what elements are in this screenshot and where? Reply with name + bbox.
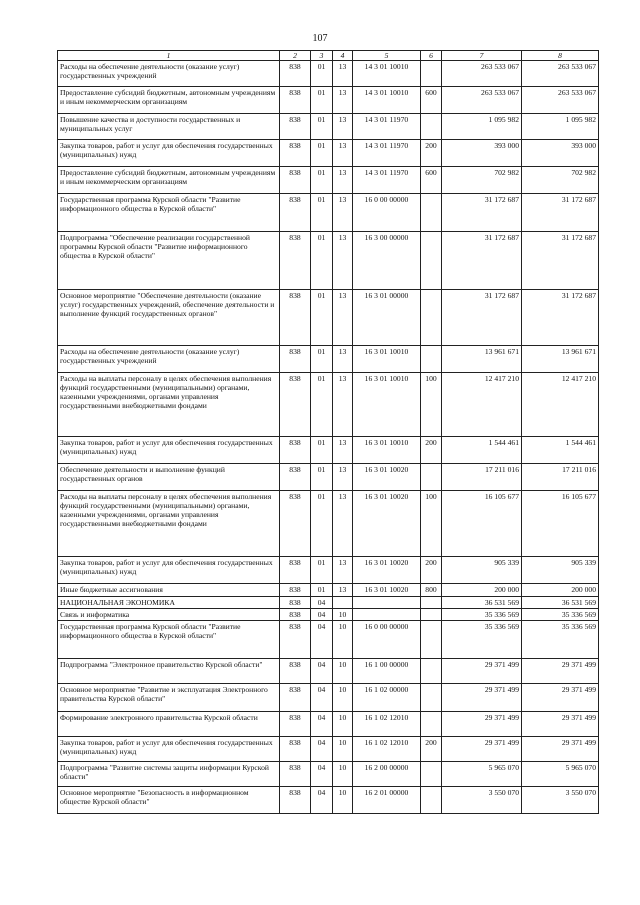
target-article: 14 3 01 11970	[353, 167, 421, 194]
column-number-header	[58, 51, 599, 61]
amount-year-1: 393 000	[442, 140, 522, 167]
target-article: 14 3 01 10010	[353, 87, 421, 114]
amount-year-2: 29 371 499	[522, 712, 599, 737]
amount-year-2: 263 533 067	[522, 87, 599, 114]
amount-year-2: 35 336 569	[522, 609, 599, 621]
expense-type	[421, 621, 442, 659]
column-header: 3	[311, 51, 333, 61]
target-article: 16 3 01 00000	[353, 290, 421, 346]
table-row	[58, 232, 599, 290]
column-header: 6	[421, 51, 442, 61]
row-name: Подпрограмма "Электронное правительство Курской области"	[58, 659, 280, 684]
target-article: 14 3 01 10010	[353, 61, 421, 87]
section-code: 01	[311, 584, 333, 597]
expense-type	[421, 787, 442, 814]
ministry-code: 838	[280, 609, 311, 621]
section-code: 01	[311, 346, 333, 373]
ministry-code: 838	[280, 597, 311, 609]
section-code: 01	[311, 491, 333, 557]
column-header: 8	[522, 51, 599, 61]
section-code: 01	[311, 232, 333, 290]
column-header: 4	[333, 51, 353, 61]
target-article: 16 3 01 10010	[353, 437, 421, 464]
section-code: 01	[311, 373, 333, 437]
amount-year-2: 16 105 677	[522, 491, 599, 557]
table-row	[58, 140, 599, 167]
expense-type	[421, 61, 442, 87]
amount-year-2: 31 172 687	[522, 194, 599, 232]
section-code: 04	[311, 762, 333, 787]
table-row	[58, 609, 599, 621]
target-article: 16 1 02 12010	[353, 712, 421, 737]
table-row	[58, 621, 599, 659]
column-header: 5	[353, 51, 421, 61]
expense-type: 800	[421, 584, 442, 597]
subsection-code: 10	[333, 737, 353, 762]
row-name: Подпрограмма "Обеспечение реализации государственной программы Курской области "Развитие информационного общества в Курской области"	[58, 232, 280, 290]
expense-type: 200	[421, 140, 442, 167]
amount-year-1: 31 172 687	[442, 290, 522, 346]
row-name: Расходы на обеспечение деятельности (оказание услуг) государственных учреждений	[58, 61, 280, 87]
amount-year-1: 263 533 067	[442, 61, 522, 87]
amount-year-2: 17 211 016	[522, 464, 599, 491]
ministry-code: 838	[280, 114, 311, 140]
ministry-code: 838	[280, 87, 311, 114]
ministry-code: 838	[280, 557, 311, 584]
subsection-code: 13	[333, 373, 353, 437]
section-code: 01	[311, 61, 333, 87]
ministry-code: 838	[280, 437, 311, 464]
ministry-code: 838	[280, 584, 311, 597]
row-name: Иные бюджетные ассигнования	[58, 584, 280, 597]
section-code: 04	[311, 712, 333, 737]
amount-year-2: 3 550 070	[522, 787, 599, 814]
amount-year-2: 29 371 499	[522, 684, 599, 712]
table-row	[58, 491, 599, 557]
table-row	[58, 597, 599, 609]
subsection-code: 13	[333, 61, 353, 87]
budget-table	[57, 50, 599, 814]
target-article: 16 3 01 10020	[353, 557, 421, 584]
row-name: Основное мероприятие "Безопасность в информационном обществе Курской области"	[58, 787, 280, 814]
row-name: Обеспечение деятельности и выполнение функций государственных органов	[58, 464, 280, 491]
expense-type	[421, 597, 442, 609]
expense-type: 200	[421, 437, 442, 464]
amount-year-1: 29 371 499	[442, 659, 522, 684]
amount-year-1: 13 961 671	[442, 346, 522, 373]
table-row	[58, 712, 599, 737]
row-name: Расходы на выплаты персоналу в целях обеспечения выполнения функций государственными (муниципальными) органами, казенными учреждениями, органами управления государственными внебюджетными фондами	[58, 373, 280, 437]
row-name: Закупка товаров, работ и услуг для обеспечения государственных (муниципальных) нужд	[58, 140, 280, 167]
expense-type	[421, 762, 442, 787]
target-article: 16 0 00 00000	[353, 194, 421, 232]
amount-year-2: 5 965 070	[522, 762, 599, 787]
amount-year-1: 35 336 569	[442, 609, 522, 621]
section-code: 01	[311, 87, 333, 114]
expense-type	[421, 464, 442, 491]
section-code: 01	[311, 194, 333, 232]
amount-year-1: 17 211 016	[442, 464, 522, 491]
section-code: 01	[311, 437, 333, 464]
section-code: 04	[311, 737, 333, 762]
ministry-code: 838	[280, 684, 311, 712]
ministry-code: 838	[280, 464, 311, 491]
table-row	[58, 114, 599, 140]
amount-year-1: 1 544 461	[442, 437, 522, 464]
amount-year-1: 31 172 687	[442, 232, 522, 290]
expense-type: 100	[421, 373, 442, 437]
row-name: Закупка товаров, работ и услуг для обеспечения государственных (муниципальных) нужд	[58, 437, 280, 464]
amount-year-2: 29 371 499	[522, 659, 599, 684]
amount-year-1: 31 172 687	[442, 194, 522, 232]
row-name: Подпрограмма "Развитие системы защиты информации Курской области"	[58, 762, 280, 787]
amount-year-1: 12 417 210	[442, 373, 522, 437]
amount-year-2: 905 339	[522, 557, 599, 584]
ministry-code: 838	[280, 140, 311, 167]
ministry-code: 838	[280, 787, 311, 814]
subsection-code	[333, 597, 353, 609]
column-header: 7	[442, 51, 522, 61]
subsection-code: 13	[333, 87, 353, 114]
amount-year-1: 29 371 499	[442, 737, 522, 762]
section-code: 01	[311, 290, 333, 346]
table-row	[58, 194, 599, 232]
ministry-code: 838	[280, 61, 311, 87]
amount-year-2: 36 531 569	[522, 597, 599, 609]
target-article: 16 3 01 10020	[353, 584, 421, 597]
amount-year-2: 393 000	[522, 140, 599, 167]
target-article: 16 1 02 12010	[353, 737, 421, 762]
section-code: 04	[311, 597, 333, 609]
ministry-code: 838	[280, 232, 311, 290]
section-code: 04	[311, 621, 333, 659]
subsection-code: 10	[333, 621, 353, 659]
amount-year-2: 12 417 210	[522, 373, 599, 437]
subsection-code: 13	[333, 557, 353, 584]
amount-year-1: 29 371 499	[442, 684, 522, 712]
ministry-code: 838	[280, 167, 311, 194]
table-row	[58, 87, 599, 114]
ministry-code: 838	[280, 373, 311, 437]
target-article: 16 2 00 00000	[353, 762, 421, 787]
subsection-code: 10	[333, 787, 353, 814]
row-name: Расходы на выплаты персоналу в целях обеспечения выполнения функций государственными (муниципальными) органами, казенными учреждениями, органами управления государственными внебюджетными фондами	[58, 491, 280, 557]
table-row	[58, 346, 599, 373]
table-row	[58, 373, 599, 437]
target-article: 14 3 01 11970	[353, 114, 421, 140]
section-code: 01	[311, 557, 333, 584]
subsection-code: 13	[333, 491, 353, 557]
subsection-code: 10	[333, 609, 353, 621]
subsection-code: 13	[333, 194, 353, 232]
expense-type	[421, 232, 442, 290]
amount-year-2: 1 095 982	[522, 114, 599, 140]
target-article: 14 3 01 11970	[353, 140, 421, 167]
ministry-code: 838	[280, 491, 311, 557]
expense-type: 100	[421, 491, 442, 557]
row-name: Повышение качества и доступности государственных и муниципальных услуг	[58, 114, 280, 140]
row-name: НАЦИОНАЛЬНАЯ ЭКОНОМИКА	[58, 597, 280, 609]
table-row	[58, 557, 599, 584]
section-code: 04	[311, 609, 333, 621]
expense-type	[421, 684, 442, 712]
row-name: Закупка товаров, работ и услуг для обеспечения государственных (муниципальных) нужд	[58, 737, 280, 762]
subsection-code: 10	[333, 659, 353, 684]
column-header: 1	[58, 51, 280, 61]
target-article: 16 2 01 00000	[353, 787, 421, 814]
amount-year-2: 702 982	[522, 167, 599, 194]
subsection-code: 13	[333, 584, 353, 597]
subsection-code: 13	[333, 290, 353, 346]
column-header: 2	[280, 51, 311, 61]
section-code: 01	[311, 464, 333, 491]
amount-year-1: 200 000	[442, 584, 522, 597]
row-name: Формирование электронного правительства Курской области	[58, 712, 280, 737]
subsection-code: 10	[333, 684, 353, 712]
expense-type	[421, 346, 442, 373]
row-name: Закупка товаров, работ и услуг для обеспечения государственных (муниципальных) нужд	[58, 557, 280, 584]
subsection-code: 13	[333, 140, 353, 167]
ministry-code: 838	[280, 290, 311, 346]
ministry-code: 838	[280, 659, 311, 684]
table-row	[58, 684, 599, 712]
subsection-code: 13	[333, 464, 353, 491]
amount-year-1: 1 095 982	[442, 114, 522, 140]
ministry-code: 838	[280, 346, 311, 373]
page-number: 107	[312, 33, 328, 44]
subsection-code: 13	[333, 232, 353, 290]
amount-year-1: 263 533 067	[442, 87, 522, 114]
amount-year-1: 905 339	[442, 557, 522, 584]
section-code: 04	[311, 684, 333, 712]
amount-year-1: 16 105 677	[442, 491, 522, 557]
target-article: 16 3 00 00000	[353, 232, 421, 290]
expense-type: 200	[421, 737, 442, 762]
amount-year-1: 702 982	[442, 167, 522, 194]
row-name: Государственная программа Курской области "Развитие информационного общества в Курской области"	[58, 194, 280, 232]
subsection-code: 13	[333, 114, 353, 140]
expense-type	[421, 712, 442, 737]
amount-year-2: 1 544 461	[522, 437, 599, 464]
section-code: 04	[311, 787, 333, 814]
target-article: 16 0 00 00000	[353, 621, 421, 659]
table-row	[58, 737, 599, 762]
expense-type	[421, 114, 442, 140]
table-row	[58, 762, 599, 787]
amount-year-1: 35 336 569	[442, 621, 522, 659]
ministry-code: 838	[280, 712, 311, 737]
expense-type: 600	[421, 167, 442, 194]
amount-year-2: 35 336 569	[522, 621, 599, 659]
row-name: Предоставление субсидий бюджетным, автономным учреждениям и иным некоммерческим организациям	[58, 87, 280, 114]
expense-type	[421, 659, 442, 684]
expense-type: 200	[421, 557, 442, 584]
subsection-code: 10	[333, 712, 353, 737]
section-code: 01	[311, 167, 333, 194]
amount-year-2: 13 961 671	[522, 346, 599, 373]
amount-year-1: 29 371 499	[442, 712, 522, 737]
amount-year-1: 5 965 070	[442, 762, 522, 787]
subsection-code: 13	[333, 346, 353, 373]
table-row	[58, 464, 599, 491]
expense-type	[421, 609, 442, 621]
expense-type	[421, 194, 442, 232]
subsection-code: 10	[333, 762, 353, 787]
ministry-code: 838	[280, 762, 311, 787]
subsection-code: 13	[333, 167, 353, 194]
target-article	[353, 597, 421, 609]
table-row	[58, 61, 599, 87]
expense-type: 600	[421, 87, 442, 114]
target-article: 16 3 01 10010	[353, 346, 421, 373]
amount-year-2: 31 172 687	[522, 290, 599, 346]
amount-year-2: 31 172 687	[522, 232, 599, 290]
table-row	[58, 787, 599, 814]
table-row	[58, 659, 599, 684]
ministry-code: 838	[280, 737, 311, 762]
row-name: Предоставление субсидий бюджетным, автономным учреждениям и иным некоммерческим организациям	[58, 167, 280, 194]
table-row	[58, 290, 599, 346]
table-row	[58, 584, 599, 597]
amount-year-2: 200 000	[522, 584, 599, 597]
table-row	[58, 437, 599, 464]
section-code: 04	[311, 659, 333, 684]
table-row	[58, 167, 599, 194]
target-article: 16 1 00 00000	[353, 659, 421, 684]
ministry-code: 838	[280, 194, 311, 232]
amount-year-1: 36 531 569	[442, 597, 522, 609]
row-name: Расходы на обеспечение деятельности (оказание услуг) государственных учреждений	[58, 346, 280, 373]
target-article: 16 3 01 10010	[353, 373, 421, 437]
ministry-code: 838	[280, 621, 311, 659]
amount-year-2: 263 533 067	[522, 61, 599, 87]
section-code: 01	[311, 140, 333, 167]
row-name: Связь и информатика	[58, 609, 280, 621]
amount-year-1: 3 550 070	[442, 787, 522, 814]
amount-year-2: 29 371 499	[522, 737, 599, 762]
target-article: 16 1 02 00000	[353, 684, 421, 712]
section-code: 01	[311, 114, 333, 140]
target-article	[353, 609, 421, 621]
row-name: Государственная программа Курской области "Развитие информационного общества в Курской области"	[58, 621, 280, 659]
row-name: Основное мероприятие "Обеспечение деятельности (оказание услуг) государственных учреждений, обеспечение деятельности и выполнение функций государственных органов"	[58, 290, 280, 346]
target-article: 16 3 01 10020	[353, 464, 421, 491]
subsection-code: 13	[333, 437, 353, 464]
row-name: Основное мероприятие "Развитие и эксплуатация Электронного правительства Курской области"	[58, 684, 280, 712]
expense-type	[421, 290, 442, 346]
target-article: 16 3 01 10020	[353, 491, 421, 557]
